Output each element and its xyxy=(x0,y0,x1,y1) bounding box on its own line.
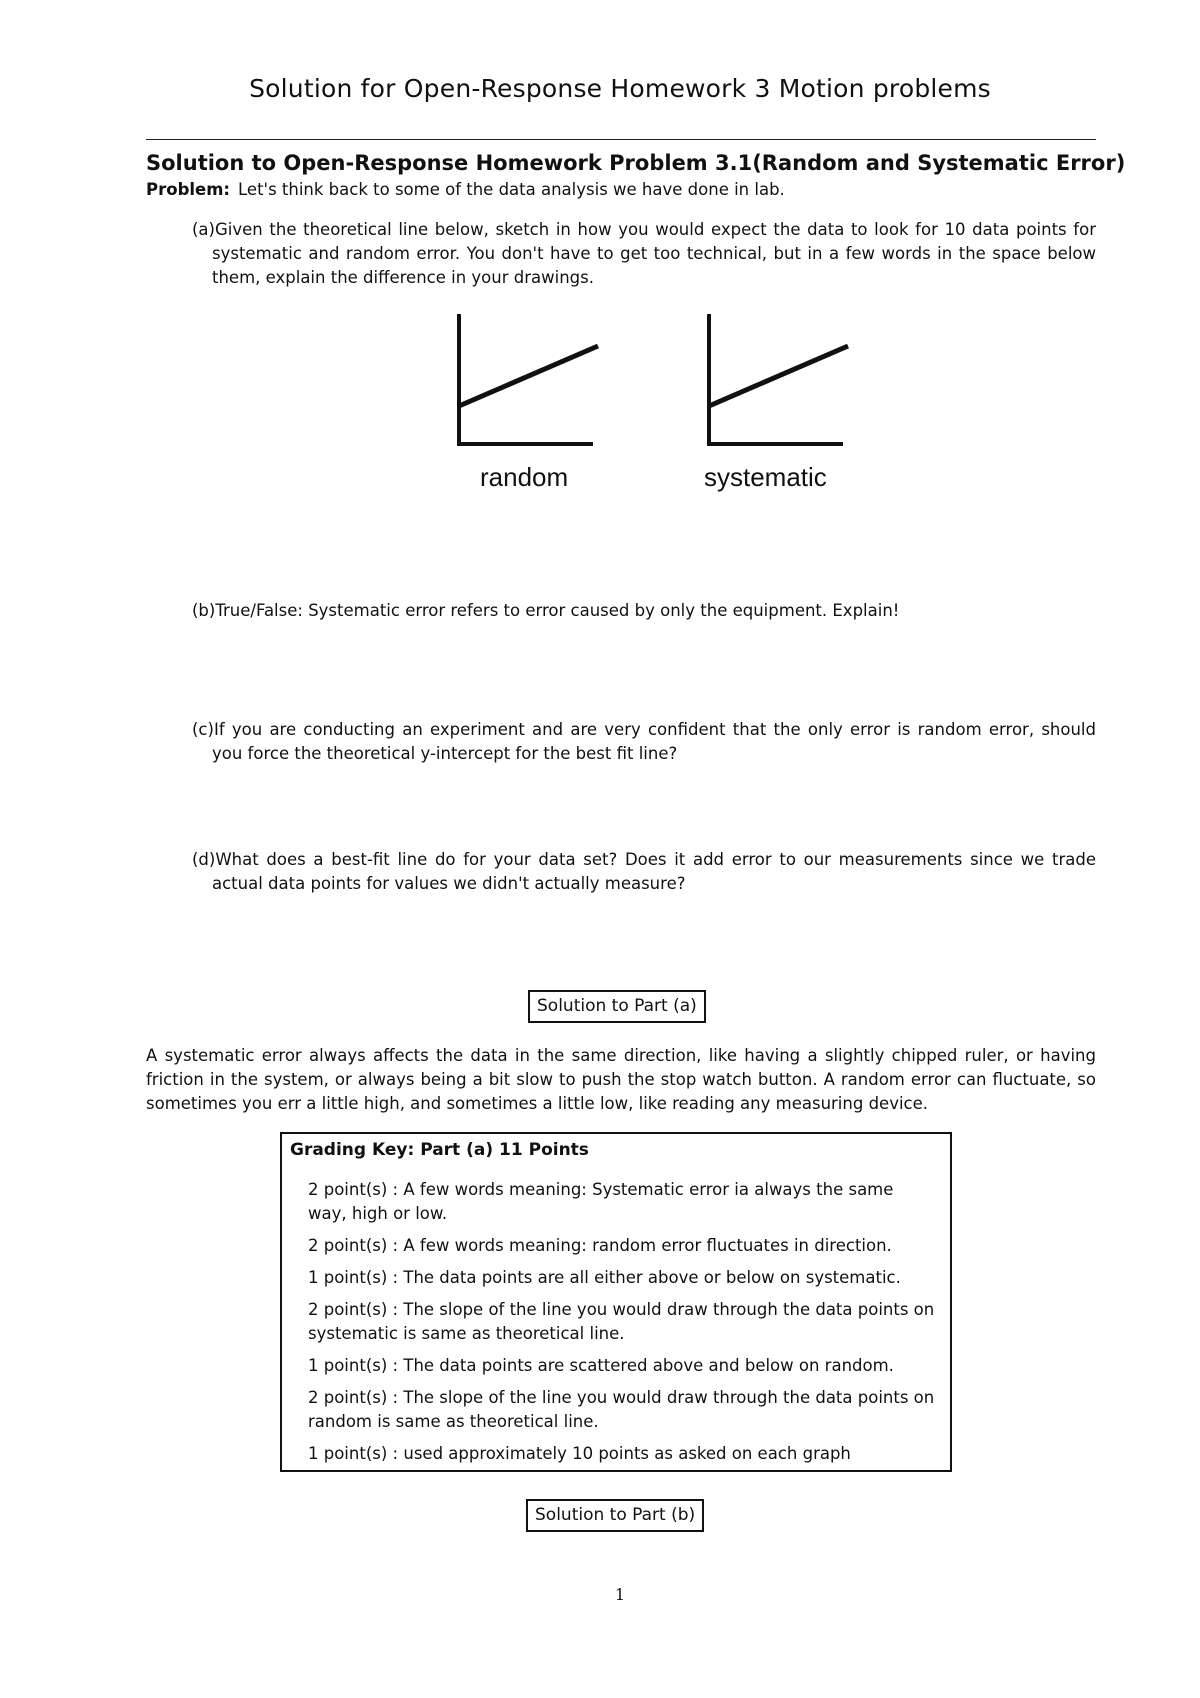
systematic-graph xyxy=(704,314,848,492)
grading-item-text: The data points are all either above or below on systematic. xyxy=(403,1268,901,1287)
grading-item-text: A few words meaning: random error fluctuates in direction. xyxy=(403,1236,892,1255)
grading-item-text: The data points are scattered above and below on random. xyxy=(403,1356,894,1375)
random-graph xyxy=(457,314,598,492)
grading-item xyxy=(308,1386,936,1434)
part-b-text: True/False: Systematic error refers to error caused by only the equipment. Explain! xyxy=(215,601,900,620)
grading-key-list xyxy=(308,1178,936,1474)
part-d-label: (d) xyxy=(192,850,216,869)
grading-item-text: The slope of the line you would draw through the data points on systematic is same as theoretical line. xyxy=(308,1300,935,1343)
title-divider xyxy=(146,139,1096,140)
grading-item xyxy=(308,1178,936,1226)
grading-item xyxy=(308,1266,936,1290)
part-c xyxy=(192,718,1096,766)
part-d xyxy=(192,848,1096,896)
grading-item xyxy=(308,1234,936,1258)
part-d-text: What does a best-fit line do for your data set? Does it add error to our measurements since we trade actual data points for values we didn't actually measure? xyxy=(212,850,1096,893)
grading-item-points: 1 point(s) : xyxy=(308,1268,399,1287)
solution-a-box: Solution to Part (a) xyxy=(528,990,706,1023)
page-number: 1 xyxy=(614,1585,626,1604)
grading-item-points: 2 point(s) : xyxy=(308,1236,399,1255)
random-graph-label: random xyxy=(480,462,569,492)
problem-intro-text: Let's think back to some of the data analysis we have done in lab. xyxy=(238,180,785,199)
grading-item-text: A few words meaning: Systematic error ia always the same way, high or low. xyxy=(308,1180,894,1223)
solution-a-text: A systematic error always affects the data in the same direction, like having a slightly chipped ruler, or having friction in the system, or always being a bit slow to push the stop watch button. A random error can fluctuate, so sometimes you err a little high, and sometimes a little low, like reading any measuring device. xyxy=(146,1046,1096,1113)
systematic-graph-label: systematic xyxy=(704,462,827,492)
part-c-label: (c) xyxy=(192,720,214,739)
solution-b-box: Solution to Part (b) xyxy=(526,1499,704,1532)
theoretical-line-graphs xyxy=(445,310,865,500)
grading-key-title: Grading Key: Part (a) 11 Points xyxy=(290,1140,589,1160)
page-title: Solution for Open-Response Homework 3 Motion problems xyxy=(249,74,991,103)
part-a xyxy=(192,218,1096,290)
problem-intro xyxy=(146,180,785,199)
grading-item xyxy=(308,1442,936,1466)
grading-item-points: 2 point(s) : xyxy=(308,1388,399,1407)
grading-item-text: The slope of the line you would draw through the data points on random is same as theoretical line. xyxy=(308,1388,935,1431)
random-theoretical-line xyxy=(459,346,598,406)
grading-key-box xyxy=(280,1132,952,1472)
grading-item-points: 1 point(s) : xyxy=(308,1444,399,1463)
systematic-theoretical-line xyxy=(709,346,848,406)
problem-heading: Solution to Open-Response Homework Problem 3.1(Random and Systematic Error) xyxy=(146,151,1126,175)
grading-item xyxy=(308,1354,936,1378)
problem-label: Problem: xyxy=(146,180,231,199)
part-b-label: (b) xyxy=(192,601,216,620)
part-a-text: Given the theoretical line below, sketch in how you would expect the data to look for 10 data points for systematic and random error. You don't have to get too technical, but in a few words in the space below them, explain the difference in your drawings. xyxy=(212,220,1096,287)
grading-item xyxy=(308,1298,936,1346)
part-c-text: If you are conducting an experiment and are very confident that the only error is random error, should you force the theoretical y-intercept for the best fit line? xyxy=(212,720,1096,763)
part-a-label: (a) xyxy=(192,220,215,239)
part-b xyxy=(192,599,1096,623)
grading-item-points: 1 point(s) : xyxy=(308,1356,399,1375)
grading-item-points: 2 point(s) : xyxy=(308,1180,399,1199)
grading-item-text: used approximately 10 points as asked on each graph xyxy=(403,1444,851,1463)
grading-item-points: 2 point(s) : xyxy=(308,1300,399,1319)
